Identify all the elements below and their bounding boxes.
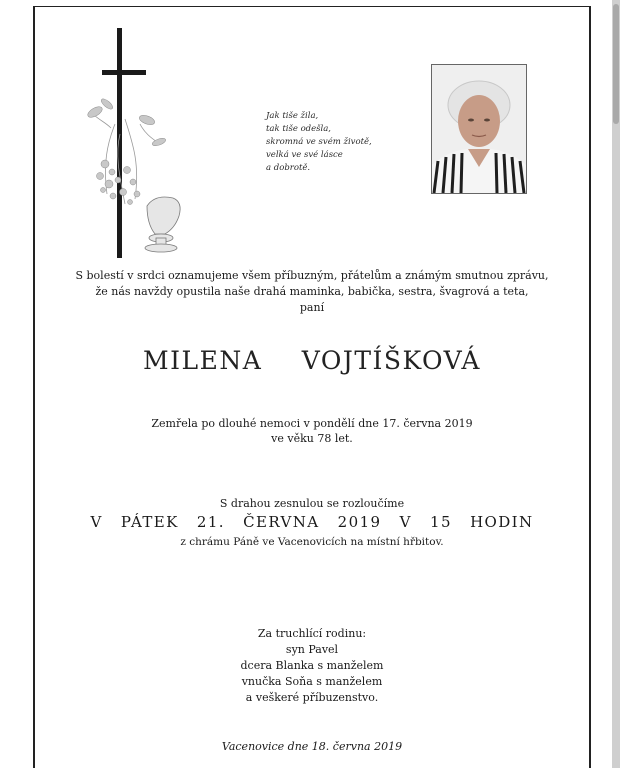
farewell-intro: S drahou zesnulou se rozloučíme bbox=[219, 497, 405, 510]
family-line: Za truchlící rodinu: bbox=[257, 627, 367, 640]
announcement-line: že nás navždy opustila naše drahá maminka, babička, sestra, švagrová a teta, bbox=[95, 285, 529, 298]
deceased-name: MILENA VOJTÍŠKOVÁ bbox=[143, 346, 481, 375]
family-line: vnučka Soňa s manželem bbox=[241, 675, 383, 688]
place-date-footer: Vacenovice dne 18. června 2019 bbox=[221, 740, 403, 753]
family-signature bbox=[36, 626, 588, 706]
age-line: ve věku 78 let. bbox=[271, 432, 353, 445]
portrait-image bbox=[432, 65, 526, 193]
announcement-line: paní bbox=[299, 301, 325, 314]
family-line: a veškeré příbuzenstvo. bbox=[245, 691, 379, 704]
poem bbox=[266, 110, 426, 175]
family-line: syn Pavel bbox=[285, 643, 339, 656]
poem-line: skromná ve svém životě, bbox=[266, 137, 372, 147]
border-top bbox=[33, 6, 591, 7]
poem-line: Jak tiše žila, bbox=[266, 111, 319, 121]
poem-line: a dobrotě. bbox=[266, 163, 311, 173]
scrollbar-thumb[interactable] bbox=[613, 4, 619, 124]
funeral-place: z chrámu Páně ve Vacenovicích na místní hřbitov. bbox=[180, 536, 444, 548]
border-left bbox=[33, 6, 35, 768]
border-right bbox=[589, 6, 591, 768]
death-info bbox=[36, 416, 588, 446]
family-line: dcera Blanka s manželem bbox=[240, 659, 384, 672]
funeral-datetime: V PÁTEK 21. ČERVNA 2019 V 15 HODIN bbox=[90, 513, 534, 531]
announcement-line: S bolestí v srdci oznamujeme všem příbuzným, přátelům a známým smutnou zprávu, bbox=[75, 269, 549, 282]
announcement bbox=[36, 268, 588, 316]
poem-line: tak tiše odešla, bbox=[266, 124, 332, 134]
poem-line: velká ve své lásce bbox=[266, 150, 343, 160]
portrait-photo bbox=[431, 64, 527, 194]
cross-with-flowers-image bbox=[85, 24, 200, 264]
death-line: Zemřela po dlouhé nemoci v pondělí dne 17. června 2019 bbox=[151, 417, 473, 430]
